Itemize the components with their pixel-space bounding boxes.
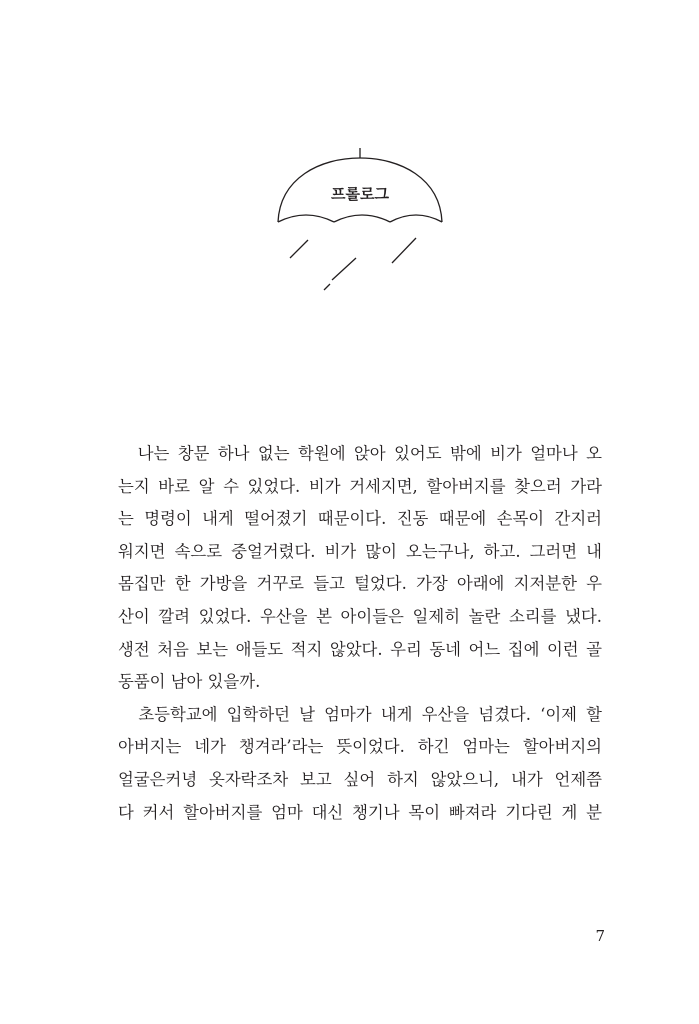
body-text bbox=[118, 438, 602, 829]
text-line: 동품이 남아 있을까. bbox=[118, 672, 261, 692]
paragraph-2 bbox=[118, 699, 602, 829]
text-line: 생전 처음 보는 애들도 적지 않았다. 우리 동네 어느 집에 이런 골 bbox=[118, 639, 602, 659]
text-line: 는지 바로 알 수 있었다. 비가 거세지면, 할아버지를 찾으러 가라 bbox=[118, 476, 602, 496]
text-line: 아버지는 네가 챙겨라’라는 뜻이었다. 하긴 엄마는 할아버지의 bbox=[118, 737, 602, 757]
text-line: 워지면 속으로 중얼거렸다. 비가 많이 오는구나, 하고. 그러면 내 bbox=[118, 541, 602, 561]
text-line: 몸집만 한 가방을 거꾸로 들고 털었다. 가장 아래에 지저분한 우 bbox=[118, 574, 602, 594]
paragraph-1 bbox=[118, 438, 602, 699]
text-line: 얼굴은커녕 옷자락조차 보고 싶어 하지 않았으니, 내가 언제쯤 bbox=[118, 769, 602, 789]
umbrella-icon bbox=[270, 148, 450, 298]
text-line: 산이 깔려 있었다. 우산을 본 아이들은 일제히 놀란 소리를 냈다. bbox=[118, 606, 602, 626]
text-line: 나는 창문 하나 없는 학원에 앉아 있어도 밖에 비가 얼마나 오 bbox=[118, 444, 602, 463]
text-line: 초등학교에 입학하던 날 엄마가 내게 우산을 넘겼다. ‘이제 할 bbox=[118, 704, 602, 724]
text-line: 다 커서 할아버지를 엄마 대신 챙기나 목이 빠져라 기다린 게 분 bbox=[118, 802, 602, 822]
page-number: 7 bbox=[595, 927, 605, 945]
text-line: 는 명령이 내게 떨어졌기 때문이다. 진동 때문에 손목이 간지러 bbox=[118, 509, 602, 529]
chapter-title: 프롤로그 bbox=[331, 185, 389, 203]
